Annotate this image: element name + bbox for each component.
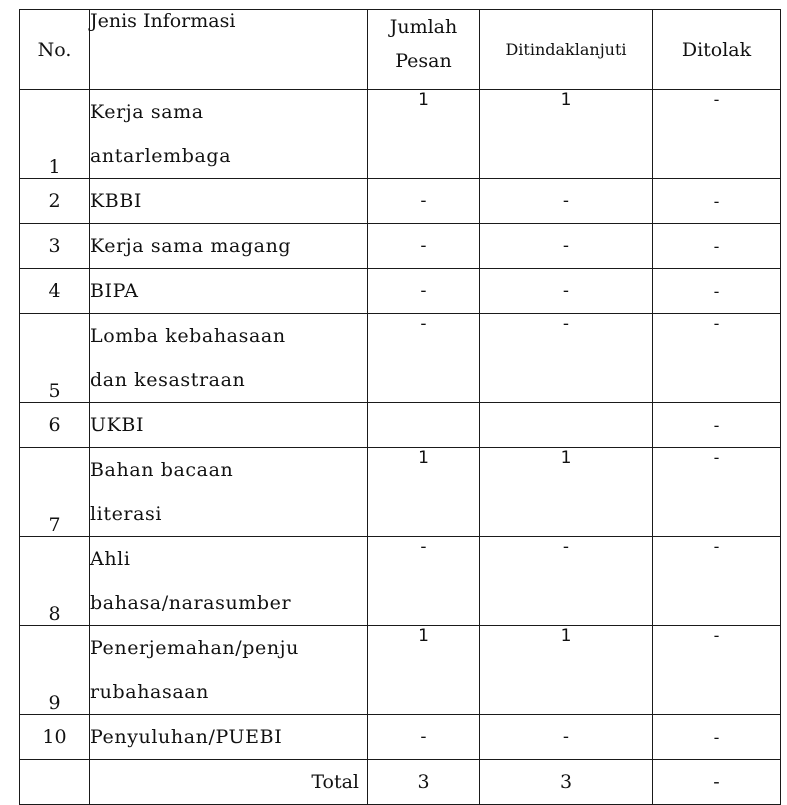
row-jenis-line2: literasi bbox=[90, 503, 163, 525]
row-jumlah-pesan: 1 bbox=[368, 90, 480, 179]
row-jenis-informasi bbox=[90, 537, 368, 626]
row-number: 4 bbox=[20, 269, 90, 314]
row-number: 5 bbox=[20, 314, 90, 403]
row-jenis-informasi bbox=[90, 448, 368, 537]
row-jenis-informasi: KBBI bbox=[90, 179, 368, 224]
table-row bbox=[20, 179, 781, 224]
row-ditolak: - bbox=[653, 626, 781, 715]
total-label: Total bbox=[90, 760, 368, 805]
row-number: 8 bbox=[20, 537, 90, 626]
row-jenis-line1: Bahan bacaan bbox=[90, 459, 234, 481]
header-jumlah-line1: Jumlah bbox=[389, 16, 458, 38]
row-jenis-line1: Ahli bbox=[90, 548, 131, 570]
header-jenis-informasi: Jenis Informasi bbox=[90, 10, 368, 90]
header-no: No. bbox=[20, 10, 90, 90]
row-jumlah-pesan: 1 bbox=[368, 448, 480, 537]
row-ditindaklanjuti: - bbox=[480, 179, 653, 224]
row-number: 7 bbox=[20, 448, 90, 537]
row-jenis-informasi bbox=[90, 314, 368, 403]
row-number: 9 bbox=[20, 626, 90, 715]
row-jenis-informasi bbox=[90, 90, 368, 179]
table-row bbox=[20, 715, 781, 760]
row-jenis-line1: Lomba kebahasaan bbox=[90, 325, 286, 347]
row-ditindaklanjuti bbox=[480, 403, 653, 448]
row-ditolak: - bbox=[653, 269, 781, 314]
row-number: 10 bbox=[20, 715, 90, 760]
row-jumlah-pesan: - bbox=[368, 269, 480, 314]
header-jumlah-pesan bbox=[368, 10, 480, 90]
row-jumlah-pesan: - bbox=[368, 224, 480, 269]
total-jumlah-pesan: 3 bbox=[368, 760, 480, 805]
row-jumlah-pesan: 1 bbox=[368, 626, 480, 715]
row-number: 2 bbox=[20, 179, 90, 224]
row-ditolak: - bbox=[653, 314, 781, 403]
table-row bbox=[20, 537, 781, 626]
row-number: 1 bbox=[20, 90, 90, 179]
row-jenis-line2: bahasa/narasumber bbox=[90, 592, 292, 614]
row-jenis-line1: Kerja sama bbox=[90, 101, 204, 123]
row-jumlah-pesan: - bbox=[368, 179, 480, 224]
row-ditindaklanjuti: - bbox=[480, 269, 653, 314]
row-ditolak: - bbox=[653, 179, 781, 224]
row-jumlah-pesan: - bbox=[368, 537, 480, 626]
row-jenis-line2: dan kesastraan bbox=[90, 369, 246, 391]
header-ditolak: Ditolak bbox=[653, 10, 781, 90]
row-ditolak: - bbox=[653, 90, 781, 179]
row-jumlah-pesan bbox=[368, 403, 480, 448]
row-jumlah-pesan: - bbox=[368, 715, 480, 760]
row-jenis-line2: rubahasaan bbox=[90, 681, 210, 703]
table-row bbox=[20, 403, 781, 448]
row-number: 3 bbox=[20, 224, 90, 269]
row-jenis-informasi: Penyuluhan/PUEBI bbox=[90, 715, 368, 760]
row-jenis-informasi: Kerja sama magang bbox=[90, 224, 368, 269]
row-ditindaklanjuti: - bbox=[480, 314, 653, 403]
table-row bbox=[20, 269, 781, 314]
row-ditolak: - bbox=[653, 224, 781, 269]
header-row bbox=[20, 10, 781, 90]
total-ditolak: - bbox=[653, 760, 781, 805]
row-jenis-informasi: UKBI bbox=[90, 403, 368, 448]
row-ditindaklanjuti: - bbox=[480, 537, 653, 626]
row-jenis-line2: antarlembaga bbox=[90, 145, 232, 167]
table-row bbox=[20, 90, 781, 179]
table-row bbox=[20, 448, 781, 537]
row-ditindaklanjuti: 1 bbox=[480, 90, 653, 179]
total-number-cell bbox=[20, 760, 90, 805]
row-ditindaklanjuti: 1 bbox=[480, 626, 653, 715]
row-ditolak: - bbox=[653, 448, 781, 537]
row-jenis-line1: Penerjemahan/penju bbox=[90, 637, 299, 659]
row-jumlah-pesan: - bbox=[368, 314, 480, 403]
row-ditindaklanjuti: - bbox=[480, 224, 653, 269]
row-number: 6 bbox=[20, 403, 90, 448]
table-row bbox=[20, 224, 781, 269]
total-ditindaklanjuti: 3 bbox=[480, 760, 653, 805]
information-table bbox=[19, 9, 781, 805]
row-ditindaklanjuti: 1 bbox=[480, 448, 653, 537]
header-ditindaklanjuti: Ditindaklanjuti bbox=[480, 10, 653, 90]
row-ditindaklanjuti: - bbox=[480, 715, 653, 760]
total-row bbox=[20, 760, 781, 805]
row-ditolak: - bbox=[653, 715, 781, 760]
table-row bbox=[20, 314, 781, 403]
header-jumlah-line2: Pesan bbox=[395, 50, 452, 72]
table-row bbox=[20, 626, 781, 715]
row-ditolak: - bbox=[653, 403, 781, 448]
row-jenis-informasi: BIPA bbox=[90, 269, 368, 314]
row-jenis-informasi bbox=[90, 626, 368, 715]
row-ditolak: - bbox=[653, 537, 781, 626]
